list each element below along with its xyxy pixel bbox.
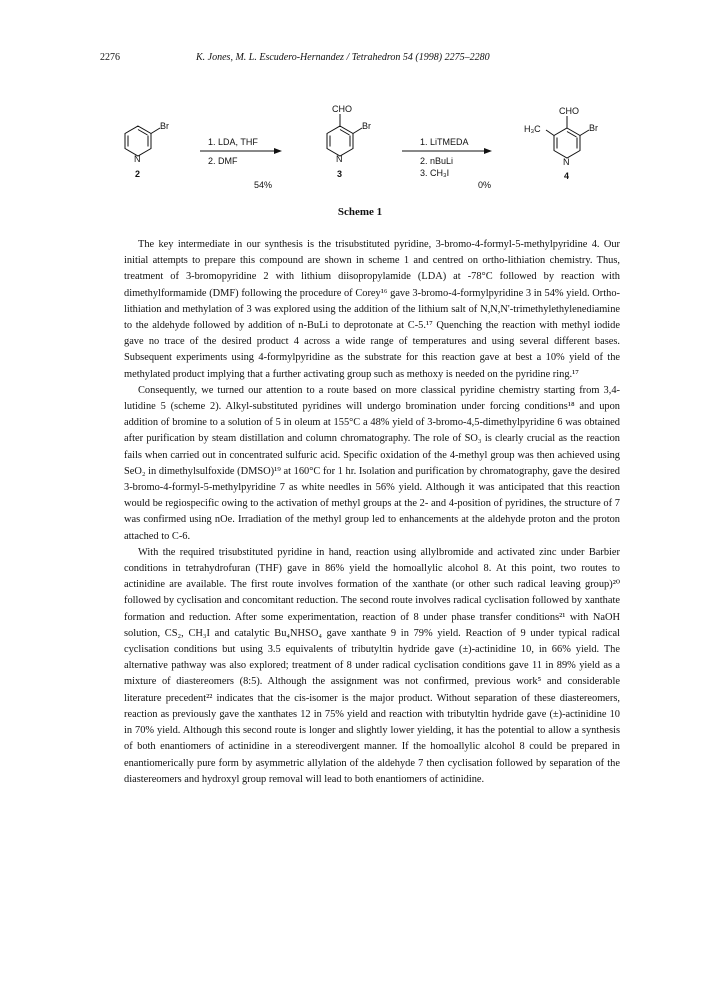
running-header <box>100 52 620 66</box>
compound-4-number: 4 <box>564 171 570 181</box>
compound-4-structure <box>546 116 589 158</box>
step1-reagent-2: 2. DMF <box>208 156 238 166</box>
compound-2-n-label: N <box>134 154 141 164</box>
compound-2-structure <box>125 126 160 156</box>
step1-yield: 54% <box>254 180 273 190</box>
step2-reagent-1: 1. LiTMEDA <box>420 137 469 147</box>
journal-citation: K. Jones, M. L. Escudero-Hernandez / Tetrahedron 54 (1998) 2275–2280 <box>196 52 490 63</box>
compound-2-br-label: Br <box>160 121 169 131</box>
step2-reagent-3: 3. CH₃I <box>420 168 450 178</box>
compound-4-methyl-label: H₃C <box>524 124 541 134</box>
step2-reagent-2: 2. nBuLi <box>420 156 454 166</box>
paragraph-2: Consequently, we turned our attention to a route based on more classical pyridine chemistry starting from 3,4-lutidine 5 (scheme 2). Alkyl-substituted pyridines will undergo bromination under forcing conditions¹⁸ and upon addition of bromine to a solution of 5 in oleum at 155°C a 48% yield of 3-bromo-4,5-dimethylpyridine 6 was obtained after purification by steam distillation and column chromatography. The role of SO₃ is clearly crucial as the reaction fails when carried out in concentrated sulfuric acid. Specific oxidation of the 4-methyl group was then achieved using SeO₂ in dimethylsulfoxide (DMSO)¹⁹ at 160°C for 1 hr. Isolation and purification by chromatography, gave the desired 3-bromo-4-formyl-5-methylpyridine 7 as white needles in 56% yield. Although it was anticipated that this reaction would be regiospecific owing to the activation of methyl groups at the 2- and 4-position of pyridines, the structure of 7 was confirmed using nOe. Irradiation of the methyl group led to enhancements at the aldehyde proton and the proton attached to C-6. <box>124 384 620 542</box>
paragraph-1: The key intermediate in our synthesis is the trisubstituted pyridine, 3-bromo-4-formyl-5-methylpyridine 4. Our initial attempts to prepare this compound are shown in scheme 1 and centred on ortho-lithiation chemistry. Thus, treatment of 3-bromopyridine 2 with lithium diisopropylamide (LDA) at -78°C followed by reaction with dimethylformamide (DMF) following the procedure of Corey¹⁶ gave 3-bromo-4-formylpyridine 3 in 54% yield. Ortho-lithiation and methylation of 3 was explored using the addition of the lithium salt of N,N,N'-trimethylethylenediamine to the aldehyde followed by addition of n-BuLi to deprotonate at C-5.¹⁷ Quenching the reaction with methyl iodide gave no trace of the desired product 4 across a wide range of temperatures and using several different bases. Subsequent experiments using 4-formylpyridine as the substrate for this reaction gave at best a 10% yield of the methylated product implying that a further activating group such as methoxy is needed on the pyridine ring.¹⁷ <box>124 239 620 380</box>
step2-yield: 0% <box>478 180 492 190</box>
compound-3-cho-label: CHO <box>332 104 352 114</box>
compound-4-cho-label: CHO <box>559 106 579 116</box>
step1-reagent-1: 1. LDA, THF <box>208 137 258 147</box>
reaction-scheme-drawing <box>100 92 620 204</box>
arrowhead-2 <box>484 148 492 154</box>
page-number: 2276 <box>100 52 120 63</box>
compound-3-br-label: Br <box>362 121 371 131</box>
compound-4-br-label: Br <box>589 123 598 133</box>
compound-3-number: 3 <box>337 169 343 179</box>
paragraph-3: With the required trisubstituted pyridine in hand, reaction using allylbromide and activated zinc under Barbier conditions in tetrahydrofuran (THF) gave in 86% yield the homoallylic alcohol 8. At this point, two routes to actinidine are available. The first route involves formation of the xanthate (or other such radical leaving group)²⁰ followed by cyclisation and concomitant reduction. The second route involves radical cyclisation followed by xanthate formation and reduction. After some experimentation, reaction of 8 under phase transfer conditions²¹ with NaOH solution, CS₂, CH₃I and catalytic Bu₄NHSO₄ gave xanthate 9 in 79% yield. Reaction of 9 under typical radical cyclisation conditions but using 3.5 equivalents of tributyltin hydride gave (±)-actinidine 10, in 66% yield. The alternative pathway was also explored; treatment of 8 under radical cyclisation conditions gave 11 in 89% yield as a mixture of diastereomers (8:5). Although the assignment was not confirmed, previous work⁵ and considerable literature precedent²² indicates that the cis-isomer is the major product. Without separation of these diastereomers, reaction as previously gave the xanthates 12 in 75% yield and reaction with tributyltin hydride gave (±)-actinidine 10 in 70% yield. Although this second route is longer and slightly lower yielding, it has the potential to allow a synthesis of both enantiomers of actinidine in a stereodivergent manner. If the homoallylic alcohol 8 could be prepared in enantiomerically pure form by asymmetric allylation of the aldehyde 7 then cyclisation followed by separation of the diastereomers and hydroxyl group removal will lead to both enantiomers of actinidine. <box>124 546 620 785</box>
compound-4-n-label: N <box>563 157 570 167</box>
compound-2-number: 2 <box>135 169 141 179</box>
compound-3-n-label: N <box>336 154 343 164</box>
arrowhead-1 <box>274 148 282 154</box>
article-body <box>124 237 620 788</box>
scheme-title: Scheme 1 <box>337 206 383 218</box>
compound-3-structure <box>327 114 362 156</box>
scheme-1 <box>100 92 620 224</box>
